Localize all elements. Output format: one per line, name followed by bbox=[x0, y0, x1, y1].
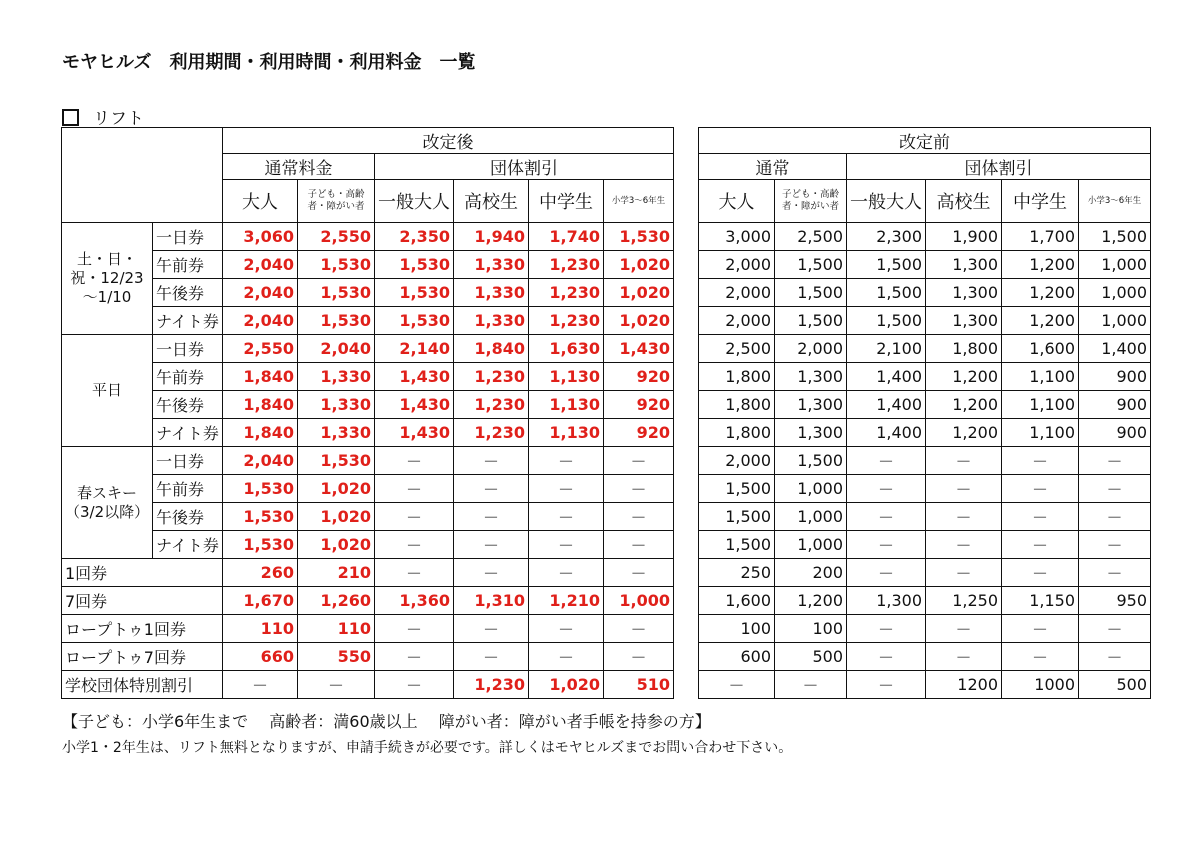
table-row bbox=[62, 251, 674, 279]
price-cell: 1,300 bbox=[775, 419, 847, 447]
table-row bbox=[699, 419, 1151, 447]
price-cell: 1,330 bbox=[298, 419, 375, 447]
price-cell: 550 bbox=[298, 643, 375, 671]
price-cell: 1,300 bbox=[847, 587, 926, 615]
ticket-type-label: 1回券 bbox=[62, 559, 223, 587]
price-cell: 1,360 bbox=[375, 587, 454, 615]
price-cell: 210 bbox=[298, 559, 375, 587]
price-cell: 1,330 bbox=[298, 363, 375, 391]
price-cell: 1,020 bbox=[298, 503, 375, 531]
price-cell: － bbox=[375, 503, 454, 531]
price-cell: 1,230 bbox=[529, 251, 604, 279]
price-cell: 1,500 bbox=[775, 447, 847, 475]
price-cell: 1,430 bbox=[375, 419, 454, 447]
table-row bbox=[699, 391, 1151, 419]
period-label: 春スキー（3/2以降） bbox=[62, 447, 153, 559]
price-cell: － bbox=[1002, 475, 1079, 503]
col-child-senior: 子ども・高齢者・障がい者 bbox=[775, 180, 847, 223]
price-cell: 1,200 bbox=[926, 363, 1002, 391]
price-cell: 1,020 bbox=[298, 475, 375, 503]
col-adult: 大人 bbox=[223, 180, 298, 223]
price-cell: － bbox=[847, 475, 926, 503]
ticket-type-label: 午前券 bbox=[153, 363, 223, 391]
price-cell: 1,840 bbox=[223, 363, 298, 391]
price-cell: 2,000 bbox=[699, 307, 775, 335]
price-cell: 1,000 bbox=[775, 531, 847, 559]
price-cell: － bbox=[529, 475, 604, 503]
price-cell: 1,740 bbox=[529, 223, 604, 251]
price-cell: 110 bbox=[223, 615, 298, 643]
ticket-type-label: 7回券 bbox=[62, 587, 223, 615]
ticket-type-label: 一日券 bbox=[153, 447, 223, 475]
price-cell: 500 bbox=[1079, 671, 1151, 699]
price-cell: － bbox=[1002, 615, 1079, 643]
table-row bbox=[62, 643, 674, 671]
price-cell: － bbox=[604, 503, 674, 531]
price-cell: 1,840 bbox=[223, 419, 298, 447]
price-cell: 1,000 bbox=[775, 503, 847, 531]
price-cell: 920 bbox=[604, 391, 674, 419]
price-cell: 1200 bbox=[926, 671, 1002, 699]
price-cell: － bbox=[454, 615, 529, 643]
price-cell: － bbox=[847, 503, 926, 531]
price-cell: － bbox=[926, 559, 1002, 587]
price-cell: 2,000 bbox=[699, 279, 775, 307]
price-cell: － bbox=[529, 447, 604, 475]
price-cell: － bbox=[529, 615, 604, 643]
price-cell: － bbox=[1002, 643, 1079, 671]
price-cell: 1,000 bbox=[1079, 279, 1151, 307]
price-cell: 1,500 bbox=[775, 307, 847, 335]
price-cell: 1,200 bbox=[1002, 251, 1079, 279]
ticket-type-label: 午後券 bbox=[153, 391, 223, 419]
price-cell: － bbox=[926, 643, 1002, 671]
free-lift-note: 小学1・2年生は、リフト無料となりますが、申請手続きが必要です。詳しくはモヤヒルズまでお問い合わせ下さい。 bbox=[62, 740, 793, 756]
price-cell: － bbox=[1079, 615, 1151, 643]
price-cell: － bbox=[847, 671, 926, 699]
table-row bbox=[62, 419, 674, 447]
section-heading bbox=[62, 104, 144, 129]
price-cell: － bbox=[529, 503, 604, 531]
price-cell: － bbox=[926, 503, 1002, 531]
table-row bbox=[62, 671, 674, 699]
price-cell: － bbox=[529, 559, 604, 587]
price-cell: 1,130 bbox=[529, 419, 604, 447]
price-cell: 2,040 bbox=[298, 335, 375, 363]
table-row bbox=[62, 391, 674, 419]
price-cell: － bbox=[375, 475, 454, 503]
price-cell: 1,800 bbox=[926, 335, 1002, 363]
page-title: モヤヒルズ 利用期間・利用時間・利用料金 一覧 bbox=[62, 52, 476, 73]
col-elementary: 小学3～6年生 bbox=[1079, 180, 1151, 223]
price-cell: 660 bbox=[223, 643, 298, 671]
table-row bbox=[699, 307, 1151, 335]
price-cell: 110 bbox=[298, 615, 375, 643]
previous-heading: 改定前 bbox=[699, 128, 1151, 154]
price-cell: 1,330 bbox=[454, 307, 529, 335]
table-row bbox=[699, 251, 1151, 279]
price-cell: 3,060 bbox=[223, 223, 298, 251]
table-row bbox=[62, 559, 674, 587]
definitions-note: 【子ども：小学6年生まで 高齢者：満60歳以上 障がい者：障がい者手帳を持参の方】 bbox=[62, 712, 711, 731]
table-row bbox=[699, 671, 1151, 699]
table-row bbox=[62, 307, 674, 335]
price-cell: － bbox=[1079, 475, 1151, 503]
price-cell: 1,000 bbox=[775, 475, 847, 503]
price-cell: － bbox=[454, 447, 529, 475]
price-cell: 1,530 bbox=[375, 307, 454, 335]
price-cell: 1,430 bbox=[375, 391, 454, 419]
price-cell: 920 bbox=[604, 419, 674, 447]
price-cell: － bbox=[604, 643, 674, 671]
table-row bbox=[699, 503, 1151, 531]
price-cell: 1,000 bbox=[1079, 307, 1151, 335]
price-cell: 1,800 bbox=[699, 419, 775, 447]
regular-group-heading: 通常料金 bbox=[223, 154, 375, 180]
price-cell: － bbox=[847, 447, 926, 475]
price-cell: 1,310 bbox=[454, 587, 529, 615]
group-discount-heading: 団体割引 bbox=[847, 154, 1151, 180]
price-cell: － bbox=[926, 447, 1002, 475]
price-cell: － bbox=[847, 615, 926, 643]
table-row bbox=[699, 643, 1151, 671]
price-cell: － bbox=[775, 671, 847, 699]
price-cell: 1,840 bbox=[454, 335, 529, 363]
price-cell: － bbox=[847, 643, 926, 671]
price-cell: － bbox=[454, 475, 529, 503]
price-cell: 1,300 bbox=[926, 251, 1002, 279]
price-cell: 2,300 bbox=[847, 223, 926, 251]
price-cell: 1,400 bbox=[847, 419, 926, 447]
price-cell: 1,330 bbox=[298, 391, 375, 419]
ticket-type-label: ナイト券 bbox=[153, 531, 223, 559]
price-cell: － bbox=[604, 559, 674, 587]
price-cell: 1,530 bbox=[375, 279, 454, 307]
price-cell: 1,600 bbox=[699, 587, 775, 615]
price-cell: 1,230 bbox=[529, 307, 604, 335]
price-cell: 1,230 bbox=[454, 391, 529, 419]
price-cell: 2,000 bbox=[775, 335, 847, 363]
price-cell: 2,000 bbox=[699, 447, 775, 475]
price-cell: － bbox=[375, 531, 454, 559]
price-cell: 1,200 bbox=[926, 419, 1002, 447]
ticket-type-label: ナイト券 bbox=[153, 419, 223, 447]
price-cell: 2,550 bbox=[223, 335, 298, 363]
price-cell: 500 bbox=[775, 643, 847, 671]
table-row bbox=[699, 559, 1151, 587]
price-cell: 100 bbox=[775, 615, 847, 643]
price-cell: 1,900 bbox=[926, 223, 1002, 251]
price-cell: 1,230 bbox=[454, 671, 529, 699]
col-child-senior: 子ども・高齢者・障がい者 bbox=[298, 180, 375, 223]
revised-price-table bbox=[61, 127, 674, 699]
price-cell: － bbox=[454, 643, 529, 671]
price-cell: 2,350 bbox=[375, 223, 454, 251]
price-cell: 1,940 bbox=[454, 223, 529, 251]
table-row bbox=[699, 363, 1151, 391]
price-cell: － bbox=[1079, 559, 1151, 587]
price-cell: 1,500 bbox=[699, 475, 775, 503]
price-cell: 1,230 bbox=[454, 363, 529, 391]
price-cell: － bbox=[699, 671, 775, 699]
price-cell: 1000 bbox=[1002, 671, 1079, 699]
price-cell: － bbox=[926, 615, 1002, 643]
price-cell: 2,100 bbox=[847, 335, 926, 363]
section-label: リフト bbox=[93, 109, 144, 129]
price-cell: 1,500 bbox=[775, 251, 847, 279]
price-cell: 1,530 bbox=[223, 503, 298, 531]
price-cell: 600 bbox=[699, 643, 775, 671]
checkbox-square-icon bbox=[62, 109, 79, 126]
price-cell: 1,500 bbox=[847, 251, 926, 279]
col-highschool: 高校生 bbox=[926, 180, 1002, 223]
price-cell: － bbox=[1079, 447, 1151, 475]
ticket-type-label: 午後券 bbox=[153, 503, 223, 531]
price-cell: 2,040 bbox=[223, 279, 298, 307]
ticket-type-label: 午後券 bbox=[153, 279, 223, 307]
ticket-type-label: 一日券 bbox=[153, 335, 223, 363]
price-cell: － bbox=[1079, 643, 1151, 671]
price-cell: 1,630 bbox=[529, 335, 604, 363]
price-cell: 2,040 bbox=[223, 251, 298, 279]
price-cell: 1,530 bbox=[298, 307, 375, 335]
table-row bbox=[62, 363, 674, 391]
price-cell: － bbox=[298, 671, 375, 699]
price-cell: 920 bbox=[604, 363, 674, 391]
price-cell: 1,130 bbox=[529, 391, 604, 419]
price-cell: － bbox=[1002, 447, 1079, 475]
price-cell: 1,840 bbox=[223, 391, 298, 419]
price-cell: 1,100 bbox=[1002, 391, 1079, 419]
price-cell: 1,130 bbox=[529, 363, 604, 391]
table-row bbox=[699, 447, 1151, 475]
price-cell: － bbox=[604, 447, 674, 475]
group-discount-heading: 団体割引 bbox=[375, 154, 674, 180]
price-cell: － bbox=[604, 475, 674, 503]
price-cell: 1,230 bbox=[529, 279, 604, 307]
price-cell: － bbox=[223, 671, 298, 699]
price-cell: 1,300 bbox=[775, 363, 847, 391]
table-row bbox=[62, 335, 674, 363]
table-row bbox=[699, 587, 1151, 615]
price-cell: 1,250 bbox=[926, 587, 1002, 615]
price-cell: 1,670 bbox=[223, 587, 298, 615]
price-cell: 1,400 bbox=[1079, 335, 1151, 363]
price-cell: 1,020 bbox=[604, 307, 674, 335]
price-cell: 2,500 bbox=[699, 335, 775, 363]
price-cell: 1,330 bbox=[454, 251, 529, 279]
col-general-adult: 一般大人 bbox=[375, 180, 454, 223]
price-cell: 900 bbox=[1079, 363, 1151, 391]
table-row bbox=[62, 223, 674, 251]
col-juniorhigh: 中学生 bbox=[529, 180, 604, 223]
price-cell: － bbox=[1079, 531, 1151, 559]
price-cell: 3,000 bbox=[699, 223, 775, 251]
ticket-type-label: 一日券 bbox=[153, 223, 223, 251]
price-cell: － bbox=[847, 559, 926, 587]
price-cell: － bbox=[454, 559, 529, 587]
price-cell: － bbox=[375, 643, 454, 671]
price-cell: 260 bbox=[223, 559, 298, 587]
price-cell: 1,020 bbox=[298, 531, 375, 559]
price-cell: － bbox=[847, 531, 926, 559]
ticket-type-label: ロープトゥ1回券 bbox=[62, 615, 223, 643]
table-row bbox=[62, 279, 674, 307]
table-row bbox=[699, 475, 1151, 503]
price-cell: 1,000 bbox=[604, 587, 674, 615]
price-cell: 1,400 bbox=[847, 391, 926, 419]
price-cell: 1,260 bbox=[298, 587, 375, 615]
price-cell: 1,500 bbox=[775, 279, 847, 307]
price-cell: － bbox=[454, 503, 529, 531]
price-cell: 1,500 bbox=[847, 279, 926, 307]
price-cell: 1,200 bbox=[926, 391, 1002, 419]
price-cell: 1,230 bbox=[454, 419, 529, 447]
price-cell: － bbox=[375, 671, 454, 699]
price-cell: 2,040 bbox=[223, 307, 298, 335]
price-cell: 1,200 bbox=[1002, 307, 1079, 335]
regular-group-heading: 通常 bbox=[699, 154, 847, 180]
price-cell: 900 bbox=[1079, 391, 1151, 419]
price-cell: 2,550 bbox=[298, 223, 375, 251]
price-cell: 1,100 bbox=[1002, 419, 1079, 447]
table-row bbox=[62, 615, 674, 643]
price-cell: 250 bbox=[699, 559, 775, 587]
price-cell: 1,020 bbox=[604, 279, 674, 307]
ticket-type-label: 午前券 bbox=[153, 475, 223, 503]
price-cell: 1,300 bbox=[926, 279, 1002, 307]
ticket-type-label: ロープトゥ7回券 bbox=[62, 643, 223, 671]
price-cell: 1,530 bbox=[604, 223, 674, 251]
price-cell: － bbox=[529, 643, 604, 671]
price-cell: － bbox=[375, 615, 454, 643]
price-cell: － bbox=[375, 447, 454, 475]
price-cell: 1,100 bbox=[1002, 363, 1079, 391]
table-row bbox=[699, 615, 1151, 643]
price-cell: 1,530 bbox=[298, 251, 375, 279]
price-cell: 2,140 bbox=[375, 335, 454, 363]
revised-heading: 改定後 bbox=[223, 128, 674, 154]
price-cell: － bbox=[375, 559, 454, 587]
price-cell: 1,430 bbox=[375, 363, 454, 391]
table-row bbox=[62, 531, 674, 559]
price-cell: 900 bbox=[1079, 419, 1151, 447]
col-general-adult: 一般大人 bbox=[847, 180, 926, 223]
price-cell: － bbox=[1002, 559, 1079, 587]
price-cell: 1,700 bbox=[1002, 223, 1079, 251]
price-cell: 1,500 bbox=[699, 531, 775, 559]
table-row bbox=[62, 587, 674, 615]
price-cell: 1,400 bbox=[847, 363, 926, 391]
period-label: 土・日・祝・12/23～1/10 bbox=[62, 223, 153, 335]
price-cell: 1,530 bbox=[298, 447, 375, 475]
table-row bbox=[62, 503, 674, 531]
price-cell: 510 bbox=[604, 671, 674, 699]
table-row bbox=[62, 447, 674, 475]
price-cell: 100 bbox=[699, 615, 775, 643]
price-cell: 1,530 bbox=[298, 279, 375, 307]
price-cell: 1,200 bbox=[1002, 279, 1079, 307]
price-cell: 1,200 bbox=[775, 587, 847, 615]
price-cell: 1,330 bbox=[454, 279, 529, 307]
previous-price-table bbox=[698, 127, 1151, 699]
price-cell: 1,300 bbox=[926, 307, 1002, 335]
price-cell: 1,210 bbox=[529, 587, 604, 615]
col-elementary: 小学3～6年生 bbox=[604, 180, 674, 223]
price-cell: － bbox=[1002, 503, 1079, 531]
table-row bbox=[699, 279, 1151, 307]
price-cell: 1,150 bbox=[1002, 587, 1079, 615]
table-row bbox=[699, 531, 1151, 559]
price-cell: 1,500 bbox=[1079, 223, 1151, 251]
price-cell: 1,020 bbox=[529, 671, 604, 699]
price-cell: 200 bbox=[775, 559, 847, 587]
price-cell: 1,500 bbox=[699, 503, 775, 531]
price-cell: 1,500 bbox=[847, 307, 926, 335]
price-cell: 1,800 bbox=[699, 391, 775, 419]
col-adult: 大人 bbox=[699, 180, 775, 223]
period-label: 平日 bbox=[62, 335, 153, 447]
price-cell: 950 bbox=[1079, 587, 1151, 615]
price-cell: － bbox=[529, 531, 604, 559]
price-cell: 1,530 bbox=[223, 475, 298, 503]
col-juniorhigh: 中学生 bbox=[1002, 180, 1079, 223]
corner-cell bbox=[62, 128, 223, 223]
price-cell: － bbox=[926, 475, 1002, 503]
price-cell: － bbox=[1002, 531, 1079, 559]
price-cell: 1,800 bbox=[699, 363, 775, 391]
table-row bbox=[699, 335, 1151, 363]
price-cell: 1,530 bbox=[375, 251, 454, 279]
price-cell: － bbox=[604, 531, 674, 559]
price-cell: 2,500 bbox=[775, 223, 847, 251]
table-row bbox=[62, 475, 674, 503]
price-cell: 1,300 bbox=[775, 391, 847, 419]
price-cell: 1,020 bbox=[604, 251, 674, 279]
price-cell: 1,600 bbox=[1002, 335, 1079, 363]
ticket-type-label: 学校団体特別割引 bbox=[62, 671, 223, 699]
price-cell: － bbox=[454, 531, 529, 559]
price-cell: 2,000 bbox=[699, 251, 775, 279]
col-highschool: 高校生 bbox=[454, 180, 529, 223]
price-cell: 1,430 bbox=[604, 335, 674, 363]
price-cell: 2,040 bbox=[223, 447, 298, 475]
price-cell: 1,000 bbox=[1079, 251, 1151, 279]
price-cell: 1,530 bbox=[223, 531, 298, 559]
ticket-type-label: 午前券 bbox=[153, 251, 223, 279]
price-cell: － bbox=[926, 531, 1002, 559]
table-row bbox=[699, 223, 1151, 251]
price-cell: － bbox=[1079, 503, 1151, 531]
ticket-type-label: ナイト券 bbox=[153, 307, 223, 335]
price-cell: － bbox=[604, 615, 674, 643]
